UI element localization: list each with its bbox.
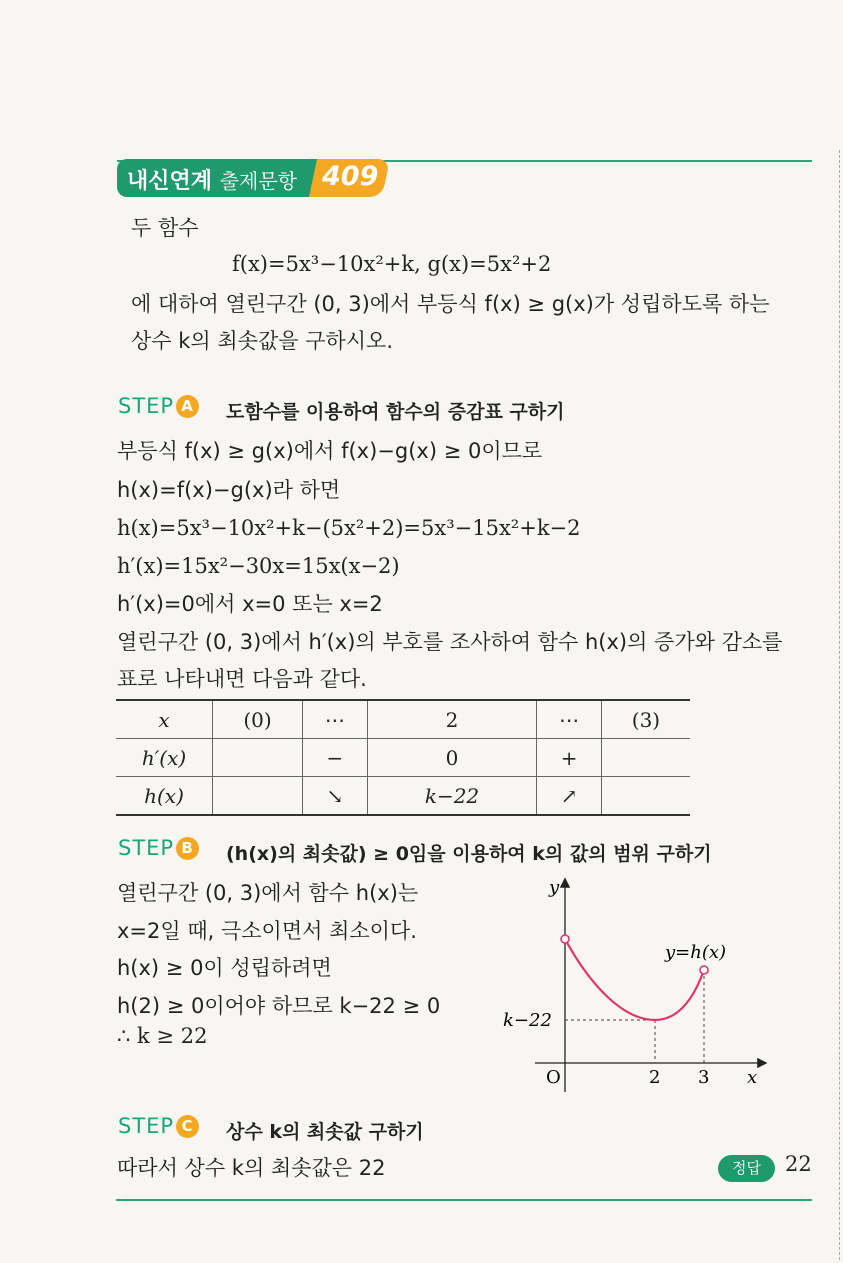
header-subtitle: 출제문항 [219,169,297,193]
step-a-line-5: h′(x)=0에서 x=0 또는 x=2 [117,592,383,616]
step-b-line-4: h(2) ≥ 0이어야 하므로 k−22 ≥ 0 [117,994,441,1018]
tick-2-label: 2 [649,1067,661,1088]
step-a-title: 도함수를 이용하여 함수의 증감표 구하기 [226,401,565,423]
y-axis-label: y [549,877,560,898]
sign-table [116,699,690,816]
problem-line-1: 두 함수 [131,216,199,240]
table-cell: 0 [367,739,537,777]
step-b-line-5: ∴ k ≥ 22 [117,1024,208,1048]
problem-formula: f(x)=5x³−10x²+k, g(x)=5x²+2 [232,252,552,276]
problem-number: 409 [322,161,379,192]
step-c-circle: C [176,1115,199,1138]
table-cell: ⋯ [537,700,601,739]
step-b-title: (h(x)의 최솟값) ≥ 0임을 이용하여 k의 값의 범위 구하기 [226,843,712,865]
step-a-line-6: 열린구간 (0, 3)에서 h′(x)의 부호를 조사하여 함수 h(x)의 증가와 감소를 [117,630,783,654]
step-a-line-3: h(x)=5x³−10x²+k−(5x²+2)=5x³−15x²+k−2 [117,516,581,540]
step-b-line-1: 열린구간 (0, 3)에서 함수 h(x)는 [117,881,419,905]
step-a-line-4: h′(x)=15x²−30x=15x(x−2) [117,554,400,578]
open-point-right [700,966,708,974]
table-cell [213,739,303,777]
table-cell [213,777,303,816]
open-point-left [561,935,569,943]
footer-rule [116,1199,812,1201]
table-cell: ↘ [303,777,367,816]
header-title: 내신연계 [127,169,213,194]
step-b-label: STEP B [118,836,199,860]
min-value-label: k−22 [503,1010,552,1031]
table-cell: h′(x) [141,745,187,770]
table-row [116,739,690,777]
table-cell: − [303,739,367,777]
step-c-line: 따라서 상수 k의 최솟값은 22 [117,1156,386,1180]
page-edge-guide [839,150,840,1260]
step-a-label: STEP A [118,394,199,418]
curve-label: y=h(x) [665,942,727,963]
table-cell: k−22 [367,777,537,816]
table-cell: (3) [601,700,690,739]
step-b-line-3: h(x) ≥ 0이 성립하려면 [117,956,332,980]
step-c-label: STEP C [118,1114,199,1138]
origin-label: O [546,1067,561,1088]
answer-badge: 정답 [718,1155,775,1182]
table-cell: 2 [367,700,537,739]
table-row [116,700,690,739]
tick-3-label: 3 [698,1067,710,1088]
problem-line-3: 에 대하여 열린구간 (0, 3)에서 부등식 f(x) ≥ g(x)가 성립하도록 하는 [131,292,770,316]
table-cell [601,739,690,777]
table-cell: + [537,739,601,777]
table-cell: ⋯ [303,700,367,739]
answer-value: 22 [785,1152,812,1176]
problem-line-4: 상수 k의 최솟값을 구하시오. [131,329,394,353]
step-b-line-2: x=2일 때, 극소이면서 최소이다. [117,919,417,943]
x-axis-label: x [747,1067,758,1088]
step-b-circle: B [176,837,199,860]
header-label [127,164,297,195]
table-cell: (0) [213,700,303,739]
table-cell [601,777,690,816]
table-row [116,777,690,816]
step-a-line-1: 부등식 f(x) ≥ g(x)에서 f(x)−g(x) ≥ 0이므로 [117,439,543,463]
step-a-line-2: h(x)=f(x)−g(x)라 하면 [117,478,341,502]
table-cell: x [158,707,170,732]
step-a-circle: A [176,395,199,418]
step-a-line-7: 표로 나타내면 다음과 같다. [117,667,367,691]
table-cell: h(x) [144,783,184,808]
step-c-title: 상수 k의 최솟값 구하기 [226,1121,424,1143]
function-graph [495,870,780,1095]
table-cell: ↗ [537,777,601,816]
